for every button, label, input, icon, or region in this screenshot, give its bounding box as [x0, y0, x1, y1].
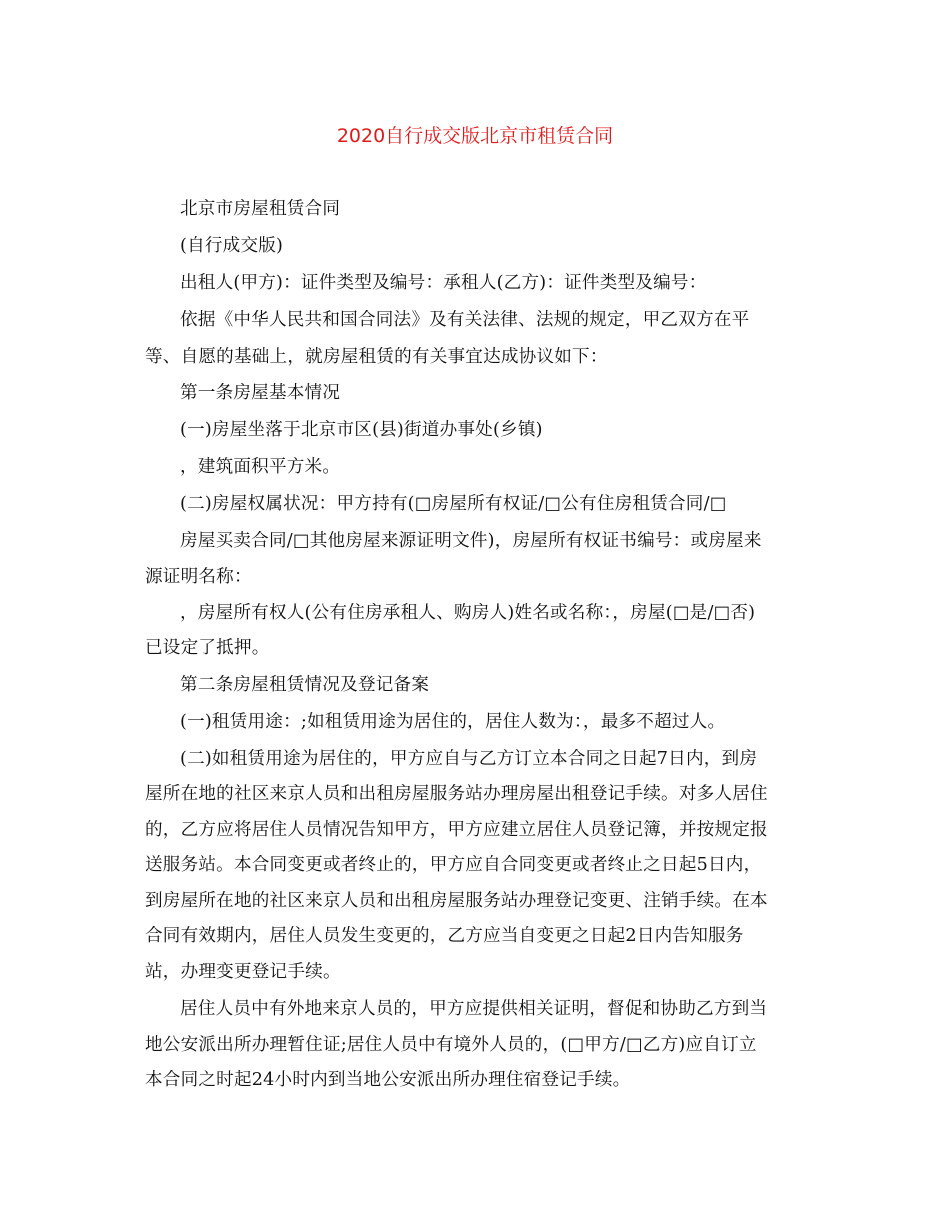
paragraph-line: 地公安派出所办理暂住证;居住人员中有境外人员的，(□甲方/□乙方)应自订立	[145, 1035, 757, 1055]
paragraph-line: ，建筑面积平方米。	[180, 457, 341, 477]
paragraph-line: 源证明名称：	[145, 567, 252, 587]
paragraph-line: 的，乙方应将居住人员情况告知甲方，甲方应建立居住人员登记簿，并按规定报	[145, 820, 768, 840]
paragraph-line: 出租人(甲方)：证件类型及编号：承租人(乙方)：证件类型及编号：	[180, 273, 707, 293]
paragraph-line: 屋所在地的社区来京人员和出租房屋服务站办理房屋出租登记手续。对多人居住	[145, 784, 768, 804]
paragraph-line: 本合同之时起24小时内到当地公安派出所办理住宿登记手续。	[145, 1070, 631, 1090]
paragraph-line: 居住人员中有外地来京人员的，甲方应提供相关证明，督促和协助乙方到当	[180, 999, 768, 1019]
paragraph-line: 房屋买卖合同/□其他房屋来源证明文件)，房屋所有权证书编号：或房屋来	[180, 531, 762, 551]
paragraph-line: (一)租赁用途：;如租赁用途为居住的，居住人数为：，最多不超过人。	[180, 712, 726, 732]
paragraph-line: (自行成交版)	[180, 236, 284, 256]
paragraph-line: 依据《中华人民共和国合同法》及有关法律、法规的规定，甲乙双方在平	[180, 310, 750, 330]
paragraph-line: (二)房屋权属状况：甲方持有(□房屋所有权证/□公有住房租赁合同/□	[180, 494, 727, 514]
paragraph-line: 站，办理变更登记手续。	[145, 962, 341, 982]
paragraph-line: (二)如租赁用途为居住的，甲方应自与乙方订立本合同之日起7日内，到房	[180, 749, 758, 769]
paragraph-line: 送服务站。本合同变更或者终止的，甲方应自合同变更或者终止之日起5日内，	[145, 855, 762, 875]
paragraph-line: ，房屋所有权人(公有住房承租人、购房人)姓名或名称：，房屋(□是/□否)	[180, 603, 756, 623]
paragraph-line: 合同有效期内，居住人员发生变更的，乙方应当自变更之日起2日内告知服务	[145, 926, 744, 946]
document-title: 2020自行成交版北京市租赁合同	[336, 125, 614, 147]
paragraph-line: 到房屋所在地的社区来京人员和出租房屋服务站办理登记变更、注销手续。在本	[145, 891, 768, 911]
paragraph-line: 北京市房屋租赁合同	[180, 199, 341, 219]
paragraph-line: (一)房屋坐落于北京市区(县)街道办事处(乡镇)	[180, 420, 543, 440]
section-heading: 第一条房屋基本情况	[180, 383, 341, 403]
section-heading: 第二条房屋租赁情况及登记备案	[180, 675, 430, 695]
paragraph-line: 等、自愿的基础上，就房屋租赁的有关事宜达成协议如下：	[145, 347, 608, 367]
paragraph-line: 已设定了抵押。	[145, 638, 270, 658]
